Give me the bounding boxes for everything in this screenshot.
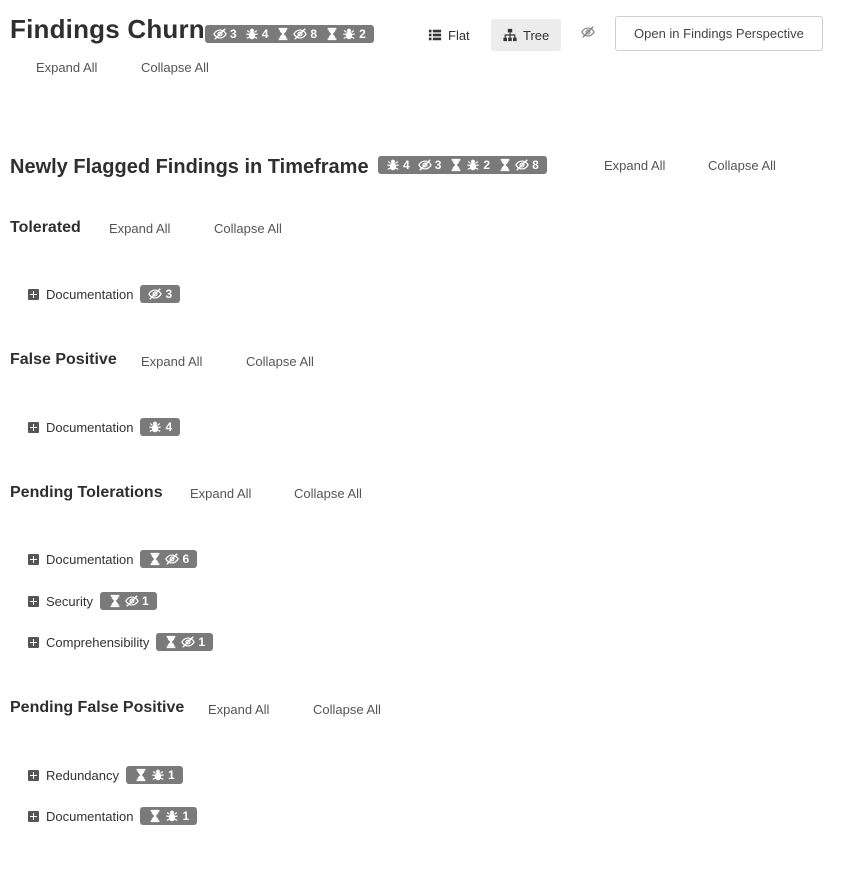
newly-flagged-summary-badges bbox=[378, 156, 547, 174]
false-positive-section-title: False Positive bbox=[10, 351, 117, 368]
tree-node-badge bbox=[156, 633, 213, 651]
tree-node-badge-content bbox=[144, 807, 193, 825]
newly-flagged-collapse-all-link[interactable]: Collapse All bbox=[708, 158, 776, 173]
tree-node-count: 3 bbox=[165, 287, 173, 301]
eye-slash-icon bbox=[181, 635, 195, 649]
hourglass-icon bbox=[449, 158, 463, 172]
pending-tolerations-collapse-all-link[interactable]: Collapse All bbox=[294, 486, 362, 501]
hourglass-icon bbox=[134, 768, 148, 782]
expand-plus-icon[interactable] bbox=[28, 289, 39, 300]
tree-node-badge-content bbox=[144, 285, 176, 303]
summary-tolerated-badge: 3 bbox=[209, 25, 241, 43]
tree-node-badge bbox=[140, 550, 197, 568]
pending-false-positive-section-title: Pending False Positive bbox=[10, 699, 185, 716]
hide-tolerated-toggle[interactable] bbox=[581, 25, 595, 44]
tree-node-count: 1 bbox=[168, 768, 175, 782]
tree-node-label: Comprehensibility bbox=[46, 634, 150, 650]
expand-plus-icon[interactable] bbox=[28, 554, 39, 565]
sitemap-icon bbox=[503, 28, 517, 42]
hourglass-icon bbox=[148, 809, 162, 823]
tree-node-count: 1 bbox=[198, 635, 206, 649]
tree-node-label: Documentation bbox=[46, 808, 134, 824]
summary-false-positive-badge: 4 bbox=[241, 25, 273, 43]
summary-pending-tolerations-badge: 8 bbox=[272, 25, 321, 43]
eye-slash-icon bbox=[293, 27, 307, 41]
tree-node-count: 1 bbox=[141, 594, 149, 608]
tree-node-badge bbox=[100, 592, 157, 610]
eye-slash-icon bbox=[515, 158, 529, 172]
newly-pending-tolerations-badge: 8 bbox=[494, 156, 543, 174]
expand-plus-icon[interactable] bbox=[28, 770, 39, 781]
tree-node-pending-tolerations-documentation[interactable] bbox=[28, 550, 197, 568]
expand-all-link[interactable]: Expand All bbox=[36, 60, 98, 75]
eye-slash-icon bbox=[418, 158, 432, 172]
false-positive-collapse-all-link[interactable]: Collapse All bbox=[246, 354, 314, 369]
bug-icon bbox=[148, 420, 162, 434]
tree-node-badge-content bbox=[144, 550, 193, 568]
hourglass-icon bbox=[276, 27, 290, 41]
false-positive-expand-all-link[interactable]: Expand All bbox=[141, 354, 203, 369]
tree-node-badge-content bbox=[160, 633, 209, 651]
expand-plus-icon[interactable] bbox=[28, 637, 39, 648]
flat-view-label: Flat bbox=[448, 27, 470, 43]
list-icon bbox=[428, 28, 442, 42]
bug-icon bbox=[245, 27, 259, 41]
open-findings-perspective-button[interactable]: Open in Findings Perspective bbox=[615, 16, 823, 51]
tree-node-count: 6 bbox=[182, 552, 190, 566]
eye-slash-icon bbox=[165, 552, 179, 566]
bug-icon bbox=[466, 158, 480, 172]
tree-node-tolerated-documentation[interactable] bbox=[28, 285, 180, 303]
summary-pending-false-positive-badge: 2 bbox=[321, 25, 370, 43]
tree-node-label: Documentation bbox=[46, 551, 134, 567]
expand-plus-icon[interactable] bbox=[28, 811, 39, 822]
hourglass-icon bbox=[148, 552, 162, 566]
eye-slash-icon bbox=[148, 287, 162, 301]
collapse-all-link[interactable]: Collapse All bbox=[141, 60, 209, 75]
pending-false-positive-collapse-all-link[interactable]: Collapse All bbox=[313, 702, 381, 717]
newly-false-positive-badge: 4 bbox=[382, 156, 414, 174]
newly-flagged-expand-all-link[interactable]: Expand All bbox=[604, 158, 666, 173]
tree-node-label: Security bbox=[46, 593, 93, 609]
tree-view-label: Tree bbox=[523, 27, 550, 43]
flat-view-button[interactable] bbox=[416, 19, 482, 51]
tree-node-count: 1 bbox=[182, 809, 190, 823]
expand-plus-icon[interactable] bbox=[28, 596, 39, 607]
page-title: Findings Churn bbox=[10, 14, 205, 44]
tree-node-pending-tolerations-security[interactable] bbox=[28, 592, 157, 610]
tree-node-false-positive-documentation[interactable] bbox=[28, 418, 180, 436]
bug-icon bbox=[342, 27, 356, 41]
eye-slash-icon bbox=[581, 25, 595, 39]
newly-flagged-title: Newly Flagged Findings in Timeframe bbox=[10, 156, 369, 178]
hourglass-icon bbox=[108, 594, 122, 608]
tree-node-count: 4 bbox=[165, 420, 173, 434]
tree-node-badge-content bbox=[130, 766, 179, 784]
hourglass-icon bbox=[325, 27, 339, 41]
tree-node-badge bbox=[140, 807, 197, 825]
tree-node-badge bbox=[126, 766, 183, 784]
header-summary-badges bbox=[205, 25, 374, 43]
pending-tolerations-section-title: Pending Tolerations bbox=[10, 484, 163, 501]
eye-slash-icon bbox=[125, 594, 139, 608]
tree-node-label: Redundancy bbox=[46, 767, 119, 783]
tree-node-label: Documentation bbox=[46, 286, 134, 302]
expand-plus-icon[interactable] bbox=[28, 422, 39, 433]
tolerated-collapse-all-link[interactable]: Collapse All bbox=[214, 221, 282, 236]
tree-node-badge-content bbox=[144, 418, 176, 436]
hourglass-icon bbox=[498, 158, 512, 172]
tree-node-pending-false-positive-documentation[interactable] bbox=[28, 807, 197, 825]
bug-icon bbox=[165, 809, 179, 823]
hourglass-icon bbox=[164, 635, 178, 649]
bug-icon bbox=[151, 768, 165, 782]
tree-node-pending-tolerations-comprehensibility[interactable] bbox=[28, 633, 213, 651]
pending-tolerations-expand-all-link[interactable]: Expand All bbox=[190, 486, 252, 501]
tree-node-pending-false-positive-redundancy[interactable] bbox=[28, 766, 183, 784]
tolerated-expand-all-link[interactable]: Expand All bbox=[109, 221, 171, 236]
tree-node-badge bbox=[140, 285, 180, 303]
eye-slash-icon bbox=[213, 27, 227, 41]
pending-false-positive-expand-all-link[interactable]: Expand All bbox=[208, 702, 270, 717]
tree-view-button[interactable] bbox=[491, 19, 561, 51]
tree-node-badge bbox=[140, 418, 180, 436]
tree-node-label: Documentation bbox=[46, 419, 134, 435]
bug-icon bbox=[386, 158, 400, 172]
tree-node-badge-content bbox=[104, 592, 153, 610]
newly-pending-false-positive-badge: 2 bbox=[445, 156, 494, 174]
newly-tolerated-badge: 3 bbox=[414, 156, 446, 174]
tolerated-section-title: Tolerated bbox=[10, 219, 81, 236]
